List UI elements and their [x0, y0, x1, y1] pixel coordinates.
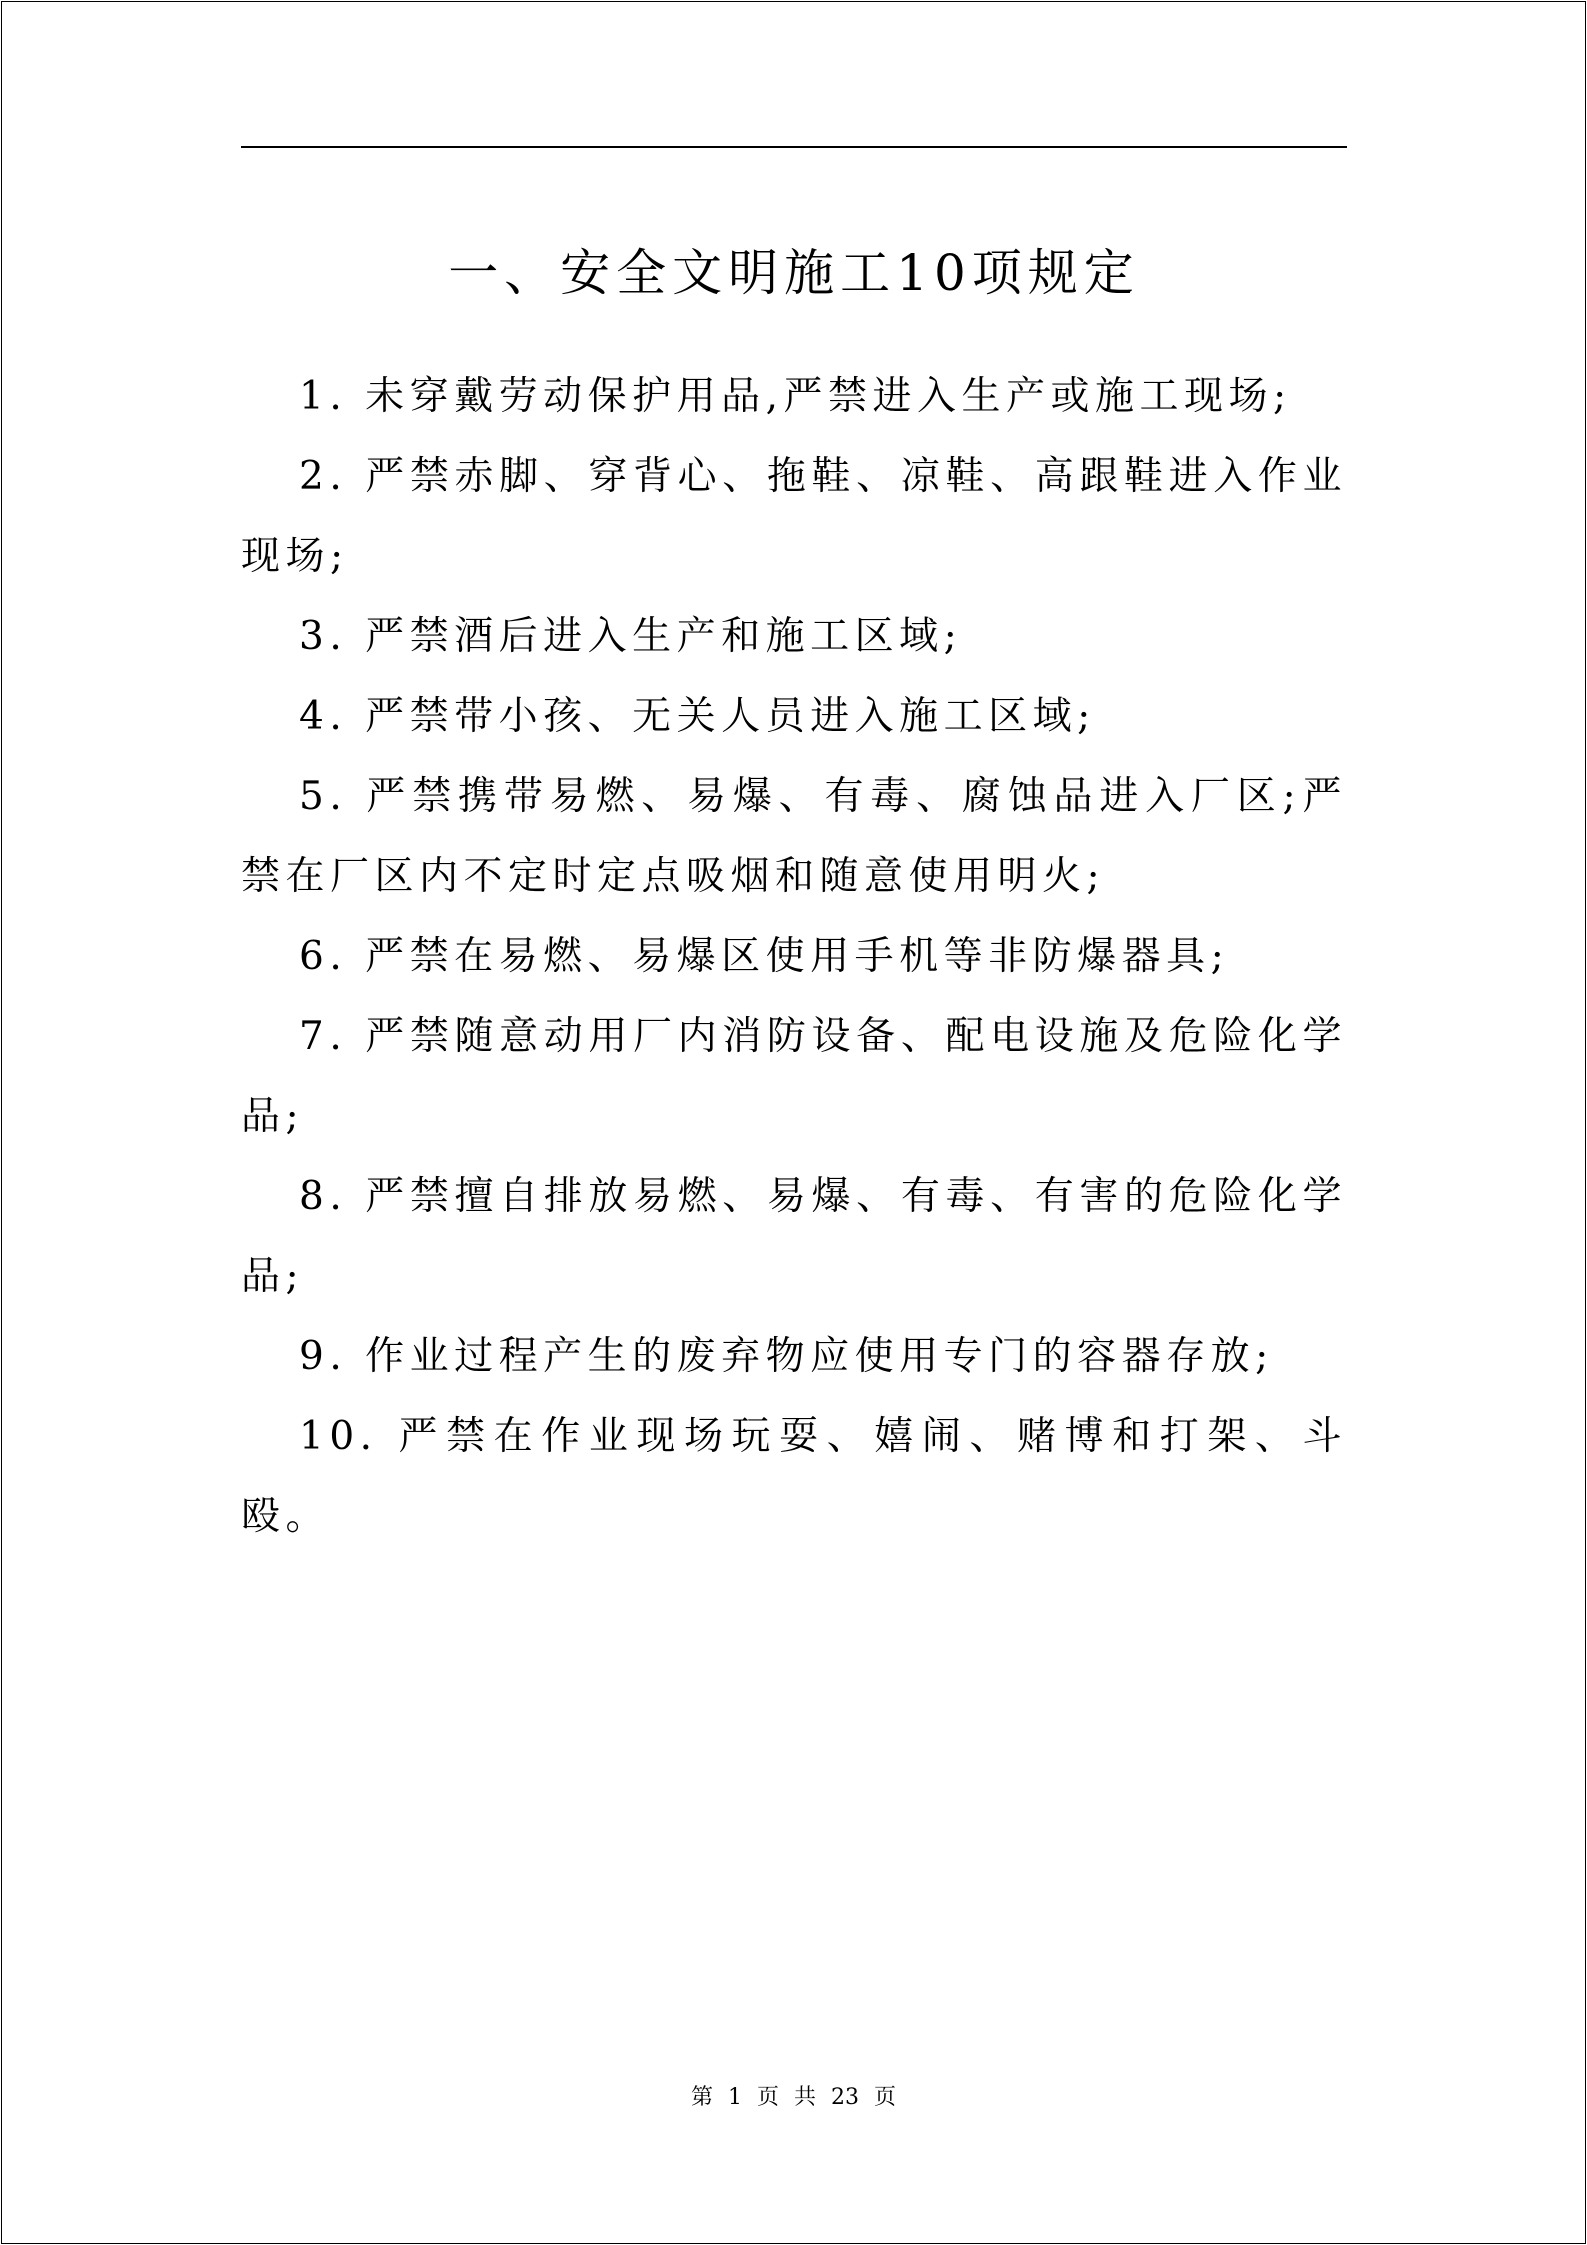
rule-item-1: 1. 未穿戴劳动保护用品,严禁进入生产或施工现场;	[299, 374, 1292, 419]
rule-item-3: 3. 严禁酒后进入生产和施工区域;	[299, 614, 963, 659]
document-title: 一、安全文明施工10项规定	[448, 244, 1140, 302]
page-number-footer: 第 1 页 共 23 页	[691, 2085, 896, 2110]
rule-item-8: 8. 严禁擅自排放易燃、易爆、有毒、有害的危险化学品;	[241, 1174, 1347, 1299]
rule-item-4: 4. 严禁带小孩、无关人员进入施工区域;	[299, 694, 1096, 739]
rule-item-7: 7. 严禁随意动用厂内消防设备、配电设施及危险化学品;	[241, 1014, 1347, 1139]
rules-list	[241, 357, 1347, 1557]
rule-item-2: 2. 严禁赤脚、穿背心、拖鞋、凉鞋、高跟鞋进入作业现场;	[241, 454, 1347, 579]
rule-item-5: 5. 严禁携带易燃、易爆、有毒、腐蚀品进入厂区;严禁在厂区内不定时定点吸烟和随意使用明火;	[241, 774, 1347, 899]
rule-item-10: 10. 严禁在作业现场玩耍、嬉闹、赌博和打架、斗殴。	[241, 1414, 1347, 1539]
rule-item-9: 9. 作业过程产生的废弃物应使用专门的容器存放;	[299, 1334, 1274, 1379]
rule-item-6: 6. 严禁在易燃、易爆区使用手机等非防爆器具;	[299, 934, 1230, 979]
header-rule	[241, 146, 1347, 148]
